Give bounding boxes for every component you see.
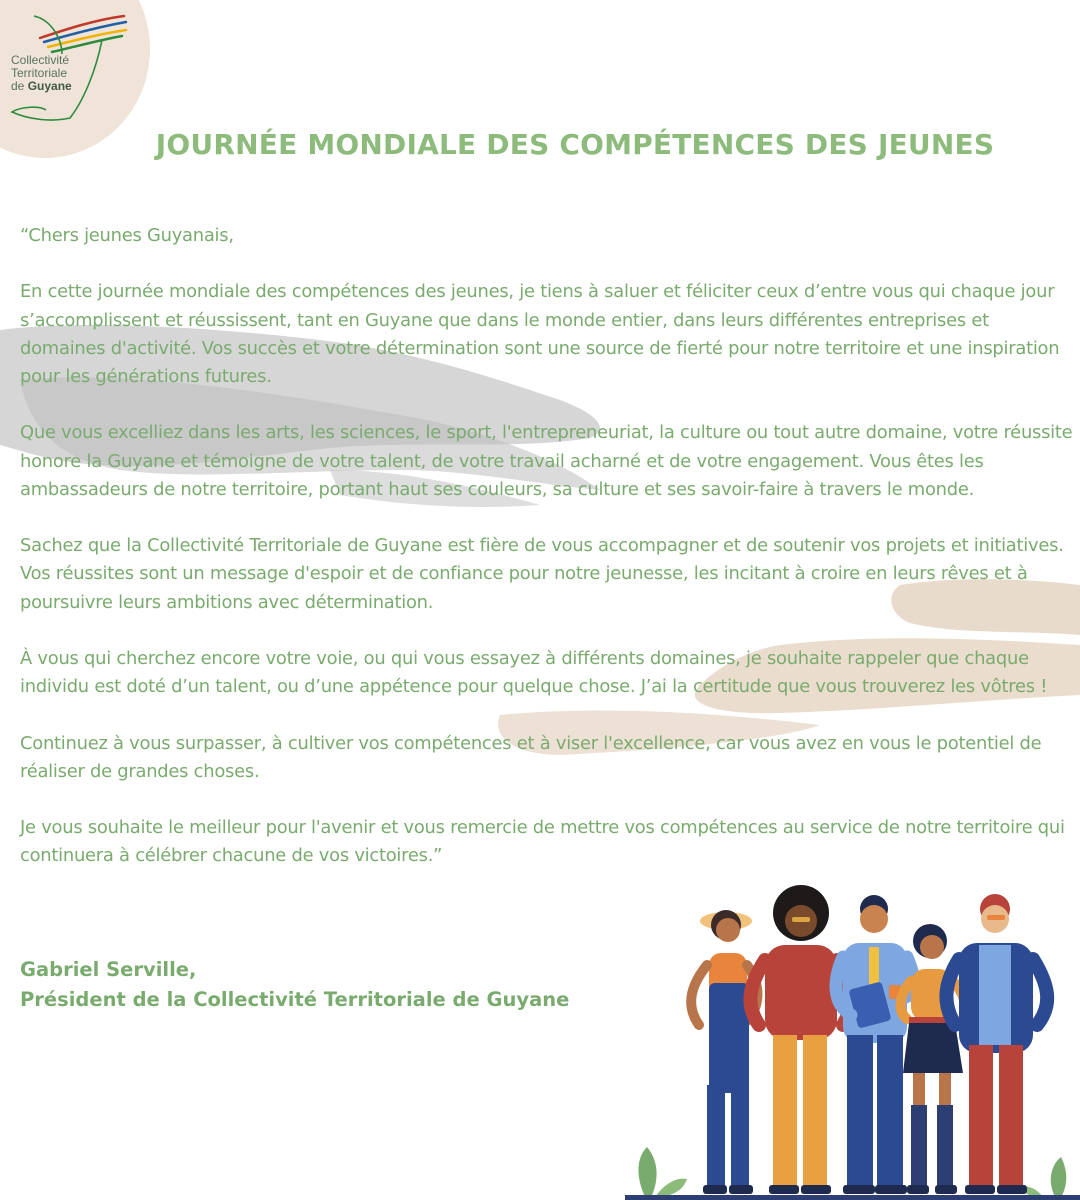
logo-line-3-bold: Guyane [27,79,72,93]
page-title: JOURNÉE MONDIALE DES COMPÉTENCES DES JEUNES [155,128,995,161]
logo-text [11,54,101,93]
letter-paragraph: À vous qui cherchez encore votre voie, ou qui vous essayez à différents domaines, je souhaite rappeler que chaque individu est doté d’un talent, ou d’une appétence pour quelque chose. J’ai la certitude que vous trouverez les vôtres ! [20,647,1048,698]
logo-line-2: Territoriale [11,66,68,80]
logo-line-3 [11,80,101,93]
letter-paragraph: Continuez à vous surpasser, à cultiver vos compétences et à viser l'excellence, car vous avez en vous le potentiel de réaliser de grandes choses. [20,732,1042,782]
letter-body [20,222,1078,899]
letter-paragraph: Je vous souhaite le meilleur pour l'avenir et vous remercie de mettre vos compétences au service de notre territoire qui continuera à célébrer chacune de vos victoires.” [20,817,1065,867]
signature-role: Président de la Collectivité Territoriale de Guyane [20,988,570,1011]
letter-paragraph: En cette journée mondiale des compétences des jeunes, je tiens à saluer et féliciter ceux d’entre vous qui chaque jour s’accomplissent et réussissent, tant en Guyane que dans le monde entier, dans leurs différentes entreprises et domaines d'activité. Vos succès et votre détermination sont une source de fierté pour notre territoire et une inspiration pour les générations futures. [20,281,1060,387]
logo-line-1: Collectivité [11,53,70,67]
young-people-group-illustration [625,885,1080,1200]
letter-greeting: “Chers jeunes Guyanais, [20,225,234,246]
signature [20,955,569,1015]
logo-line-3-prefix: de [11,79,25,93]
letter-paragraph: Que vous excelliez dans les arts, les sciences, le sport, l'entrepreneuriat, la culture ou tout autre domaine, votre réussite honore la Guyane et témoigne de votre talent, de votre travail acharné et de votre engagement. Vous êtes les ambassadeurs de notre territoire, portant haut ses couleurs, sa culture et ses savoir-faire à travers le monde. [20,422,1073,500]
letter-paragraph: Sachez que la Collectivité Territoriale de Guyane est fière de vous accompagner et de soutenir vos projets et initiatives. Vos réussites sont un message d'espoir et de confiance pour notre jeunesse, les incitant à croire en leurs rêves et à poursuivre leurs ambitions avec détermination. [20,535,1064,613]
signature-name: Gabriel Serville, [20,958,197,981]
